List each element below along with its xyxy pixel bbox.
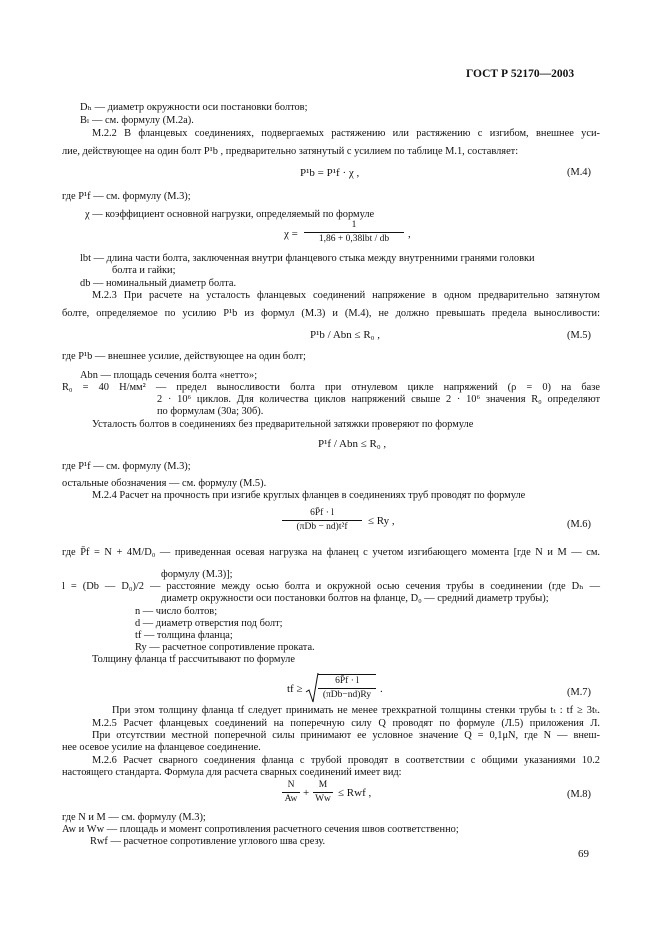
chi-numerator: 1	[351, 220, 357, 230]
chi-tail: ,	[408, 228, 411, 240]
text-line: lbt — длина части болта, заключенная внутри фланцевого стыка между внутренними гранями головки	[80, 253, 535, 264]
text-line: М.2.3 При расчете на усталость фланцевых соединений напряжение в одном предварительно затянутом	[92, 290, 600, 301]
m7-lhs: tf ≥	[287, 683, 303, 695]
text-line: остальные обозначения — см. формулу (М.5).	[62, 478, 267, 489]
m6-denominator: (πDb − nd)t²f	[296, 522, 348, 532]
m6-fraction	[282, 508, 362, 533]
text-line: n — число болтов;	[135, 606, 218, 617]
text-line: М.2.2 В фланцевых соединениях, подвергаемых растяжению или растяжению с изгибом, внешнее уси-	[92, 128, 600, 139]
display-formula: P¹b / Abn ≤ R₀ ,	[310, 329, 381, 341]
m7-denominator: (πDb−nd)Ry	[322, 690, 372, 700]
text-line: Abn — площадь сечения болта «нетто»;	[80, 370, 258, 381]
m8-numerator-1: N	[287, 780, 295, 790]
text-line: по формулам (30а; 30б).	[157, 406, 264, 417]
text-line: М.2.5 Расчет фланцевых соединений на поперечную силу Q проводят по формуле (Л.5) приложения Л.	[92, 718, 600, 729]
m8-fraction-2	[313, 780, 333, 805]
text-line: где P̄f = N + 4M/D₀ — приведенная осевая нагрузка на фланец с учетом изгибающего момента [где N и M — см.	[62, 547, 600, 558]
formula-number: (М.7)	[567, 687, 591, 698]
formula-number: (М.5)	[567, 330, 591, 341]
text-line: болта и гайки;	[112, 265, 176, 276]
text-line: где P¹b — внешнее усилие, действующее на один болт;	[62, 351, 306, 362]
m6-rhs: ≤ Ry ,	[368, 515, 395, 527]
chi-denominator: 1,86 + 0,38lbt / db	[318, 234, 390, 244]
text-line: Bₗ — см. формулу (М.2а).	[80, 115, 194, 126]
text-line: db — номинальный диаметр болта.	[80, 278, 237, 289]
text-line: l = (Db — D₀)/2 — расстояние между осью болта и окружной осью сечения трубы в соединении (где Dₕ —	[62, 581, 600, 592]
text-line: Толщину фланца tf рассчитывают по формуле	[92, 654, 295, 665]
text-line: диаметр окружности оси постановки болтов на фланце, D₀ — средний диаметр трубы);	[161, 593, 549, 604]
m7-fraction	[318, 674, 376, 701]
text-line: где P¹f — см. формулу (М.3);	[62, 191, 191, 202]
text-line: настоящего стандарта. Формула для расчета сварных соединений имеет вид:	[62, 767, 402, 778]
text-line: R₀ = 40 Н/мм² — предел выносливости болта при отнулевом цикле напряжений (ρ = 0) на базе	[62, 382, 600, 393]
text-line: При отсутствии местной поперечной силы принимают ее условное значение Q = 0,1μN, где N — внеш-	[92, 730, 600, 741]
formula-number: (М.6)	[567, 519, 591, 530]
text-line: 2 · 10⁶ циклов. Для количества циклов напряжений свыше 2 · 10⁶ значения R₀ определяют	[157, 394, 600, 405]
document-header: ГОСТ Р 52170—2003	[466, 68, 575, 80]
page-number: 69	[578, 848, 589, 860]
display-formula: P¹f / Abn ≤ R₀ ,	[318, 438, 387, 450]
m8-denominator-2: Ww	[315, 794, 331, 804]
text-line: М.2.6 Расчет сварного соединения фланца с трубой проводят в соответствии с общими указаниями 10.2	[92, 755, 600, 766]
m6-numerator: 6P̄f · l	[310, 508, 334, 518]
text-line: Усталость болтов в соединениях без предварительной затяжки проверяют по формуле	[92, 419, 474, 430]
text-line: болте, определяемое по усилию P¹b из формул (М.3) и (М.4), не должно превышать предела выносливости:	[62, 308, 600, 319]
m8-fraction-1	[282, 780, 300, 805]
formula-number: (М.4)	[567, 167, 591, 178]
text-line: Aw и Ww — площадь и момент сопротивления расчетного сечения швов соответственно;	[62, 824, 459, 835]
text-line: χ — коэффициент основной нагрузки, определяемый по формуле	[85, 209, 375, 220]
m8-rhs: ≤ Rwf ,	[338, 787, 372, 799]
text-line: М.2.4 Расчет на прочность при изгибе круглых фланцев в соединениях труб проводят по формуле	[92, 490, 526, 501]
text-line: где P¹f — см. формулу (М.3);	[62, 461, 191, 472]
text-line: d — диаметр отверстия под болт;	[135, 618, 283, 629]
text-line: где N и M — см. формулу (М.3);	[62, 812, 206, 823]
text-line: Ry — расчетное сопротивление проката.	[135, 642, 315, 653]
text-line: tf — толщина фланца;	[135, 630, 233, 641]
text-line: При этом толщину фланца tf следует принимать не менее трехкратной толщины стенки трубы tₜ : tf ≥ 3tₜ.	[112, 705, 600, 716]
m7-tail: .	[380, 683, 383, 695]
m8-denominator-1: Aw	[284, 794, 298, 804]
text-line: нее осевое усилие на фланцевое соединение.	[62, 742, 261, 753]
text-line: лие, действующее на один болт P¹b , предварительно затянутый с усилием по таблице М.1, составляет:	[62, 146, 519, 157]
text-line: формулу (М.3)];	[161, 569, 233, 580]
m8-operator: +	[303, 787, 310, 799]
text-line: Dₕ — диаметр окружности оси постановки болтов;	[80, 102, 308, 113]
m7-radical-sign	[305, 672, 319, 704]
m8-numerator-2: M	[318, 780, 328, 790]
text-line: Rwf — расчетное сопротивление углового шва срезу.	[90, 836, 326, 847]
display-formula: P¹b = P¹f · χ ,	[300, 167, 360, 179]
formula-number: (М.8)	[567, 789, 591, 800]
chi-fraction	[304, 220, 404, 245]
m7-numerator: 6P̄f · l	[335, 676, 359, 686]
chi-lhs: χ =	[284, 228, 298, 240]
